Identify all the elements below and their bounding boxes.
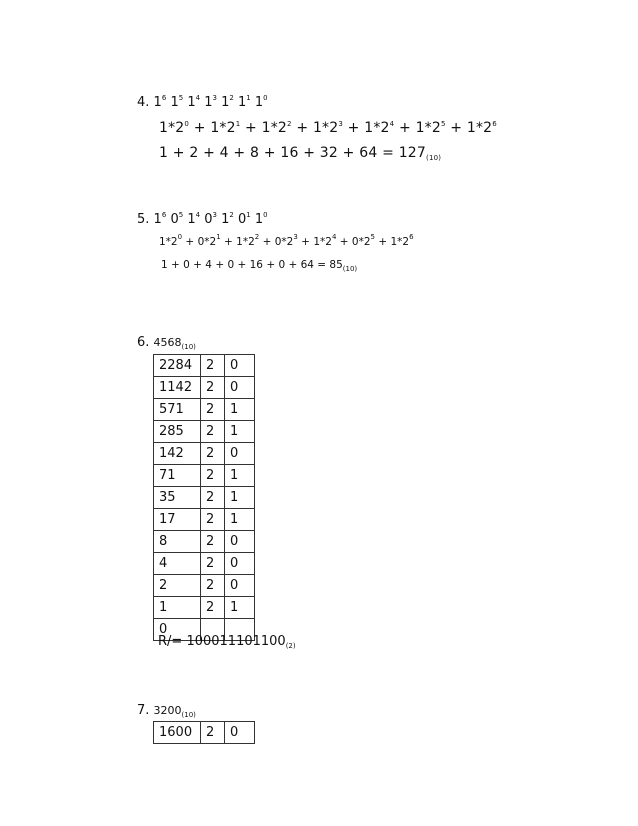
result-text: R/= 100011101100	[158, 634, 286, 649]
quotient-cell: 71	[154, 465, 201, 487]
problem-number: 4.	[137, 95, 150, 110]
term-exponent: 6	[492, 120, 497, 128]
term-exponent: 0	[184, 120, 190, 128]
term-exponent: 3	[338, 120, 344, 128]
bit-exponent: 0	[263, 94, 268, 102]
remainder-cell: 0	[225, 575, 255, 597]
table-row	[154, 553, 255, 575]
table-row	[154, 509, 255, 531]
remainder-cell: 1	[225, 597, 255, 619]
sum-text: 1 + 2 + 4 + 8 + 16 + 32 + 64 = 127	[159, 145, 427, 161]
remainder-cell: 1	[225, 465, 255, 487]
base-subscript: (2)	[285, 642, 296, 650]
term-coefficient: 1*2	[466, 120, 493, 136]
quotient-cell: 2284	[154, 355, 201, 377]
bit-exponent: 2	[229, 94, 234, 102]
divisor-cell: 2	[201, 553, 225, 575]
bit-digit: 1	[221, 212, 230, 227]
bit-exponent: 0	[263, 211, 268, 219]
term-coefficient: 0*2	[197, 236, 217, 248]
term-coefficient: 1*2	[159, 236, 178, 248]
bit-digit: 0	[204, 212, 213, 227]
divisor-cell: 2	[201, 722, 225, 744]
bit-digit: 1	[204, 95, 213, 110]
bit-digit: 1	[153, 95, 162, 110]
table-row	[154, 722, 255, 744]
bit-digit: 1	[170, 95, 179, 110]
bit-digit: 1	[238, 95, 247, 110]
remainder-cell: 1	[225, 399, 255, 421]
remainder-cell: 0	[225, 355, 255, 377]
term-coefficient: 1*2	[390, 236, 410, 248]
problem-number: 7.	[137, 703, 150, 718]
term-exponent: 2	[254, 233, 260, 241]
quotient-cell: 2	[154, 575, 201, 597]
divisor-cell: 2	[201, 597, 225, 619]
term-exponent: 4	[331, 233, 337, 241]
divisor-cell: 2	[201, 421, 225, 443]
term-exponent: 1	[216, 233, 221, 241]
table-row	[154, 465, 255, 487]
quotient-cell: 8	[154, 531, 201, 553]
term-coefficient: 0*2	[351, 236, 371, 248]
remainder-cell: 1	[225, 509, 255, 531]
bit-digit: 1	[187, 95, 196, 110]
term-coefficient: 1*2	[364, 120, 390, 136]
term-exponent: 4	[389, 120, 395, 128]
quotient-cell: 285	[154, 421, 201, 443]
divisor-cell: 2	[201, 465, 225, 487]
bit-positions	[154, 95, 268, 110]
divisor-cell: 2	[201, 377, 225, 399]
term-coefficient: 1*2	[313, 236, 332, 248]
problem-6-header	[137, 335, 196, 350]
sum-text: 1 + 0 + 4 + 0 + 16 + 0 + 64 = 85	[161, 259, 343, 271]
bit-digit: 0	[238, 212, 247, 227]
remainder-cell: 0	[225, 443, 255, 465]
problem-6-result	[158, 634, 296, 649]
bit-exponent: 3	[212, 211, 217, 219]
divisor-cell: 2	[201, 399, 225, 421]
bit-exponent: 1	[246, 211, 251, 219]
division-table	[153, 721, 255, 744]
bit-exponent: 6	[161, 211, 167, 219]
bit-exponent: 1	[246, 94, 251, 102]
remainder-cell: 1	[225, 487, 255, 509]
problem-5-sum	[161, 259, 357, 271]
decimal-value: 4568	[153, 336, 182, 349]
term-exponent: 5	[370, 233, 375, 241]
bit-digit: 1	[153, 212, 162, 227]
divisor-cell: 2	[201, 487, 225, 509]
table-row	[154, 399, 255, 421]
quotient-cell: 1600	[154, 722, 201, 744]
quotient-cell: 142	[154, 443, 201, 465]
problem-5-expansion: $1*2^0 + 0*2^1 + 1*2^2 + 0*2^3 + 1*2^4 + 0*2^5 + 1*2^6$	[159, 233, 414, 248]
divisor-cell: 2	[201, 575, 225, 597]
bit-exponent: 4	[195, 94, 201, 102]
table-row	[154, 355, 255, 377]
problem-7-header	[137, 703, 196, 718]
quotient-cell: 1142	[154, 377, 201, 399]
base-subscript: (10)	[426, 154, 442, 162]
base-subscript: (10)	[181, 343, 196, 351]
term-exponent: 6	[409, 233, 414, 241]
table-row	[154, 421, 255, 443]
term-exponent: 0	[177, 233, 183, 241]
term-coefficient: 1*2	[415, 120, 441, 136]
base-subscript: (10)	[342, 265, 358, 273]
divisor-cell: 2	[201, 355, 225, 377]
term-coefficient: 1*2	[210, 120, 236, 136]
problem-number: 6.	[137, 335, 150, 350]
term-coefficient: 1*2	[236, 236, 255, 248]
divisor-cell: 2	[201, 509, 225, 531]
bit-digit: 1	[254, 95, 264, 110]
remainder-cell: 0	[225, 377, 255, 399]
bit-digit: 1	[187, 212, 196, 227]
problem-number: 5.	[137, 212, 150, 227]
term-exponent: 1	[235, 120, 241, 128]
table-row	[154, 531, 255, 553]
decimal-value: 3200	[153, 704, 182, 717]
bit-digit: 1	[254, 212, 264, 227]
problem-4-expansion: $1*2^0 + 1*2^1 + 1*2^2 + 1*2^3 + 1*2^4 + 1*2^5 + 1*2^6$	[159, 120, 497, 136]
quotient-cell: 35	[154, 487, 201, 509]
table-row	[154, 377, 255, 399]
bit-exponent: 5	[178, 211, 184, 219]
remainder-cell: 0	[225, 553, 255, 575]
term-coefficient: 0*2	[274, 236, 294, 248]
quotient-cell: 571	[154, 399, 201, 421]
divisor-cell: 2	[201, 531, 225, 553]
bit-digit: 1	[221, 95, 230, 110]
bit-exponent: 6	[161, 94, 167, 102]
bit-exponent: 5	[178, 94, 184, 102]
problem-5-bits	[137, 212, 268, 227]
table-row	[154, 487, 255, 509]
remainder-cell: 0	[225, 531, 255, 553]
problem-4-bits	[137, 95, 268, 110]
quotient-cell: 17	[154, 509, 201, 531]
remainder-cell: 0	[225, 722, 255, 744]
division-table	[153, 354, 255, 641]
term-coefficient: 1*2	[261, 120, 288, 136]
term-exponent: 5	[440, 120, 446, 128]
bit-digit: 0	[170, 212, 179, 227]
term-coefficient: 1*2	[312, 120, 339, 136]
base-subscript: (10)	[181, 711, 196, 719]
quotient-cell: 4	[154, 553, 201, 575]
term-coefficient: 1*2	[159, 120, 185, 136]
quotient-cell: 1	[154, 597, 201, 619]
table-row	[154, 575, 255, 597]
bit-exponent: 3	[212, 94, 217, 102]
term-exponent: 2	[287, 120, 292, 128]
table-row	[154, 443, 255, 465]
remainder-cell: 1	[225, 421, 255, 443]
quotient-cell: 0	[154, 619, 201, 641]
problem-4-sum	[159, 145, 441, 161]
table-row	[154, 597, 255, 619]
bit-exponent: 2	[229, 211, 234, 219]
divisor-cell: 2	[201, 443, 225, 465]
bit-exponent: 4	[195, 211, 201, 219]
bit-positions	[154, 212, 268, 227]
term-exponent: 3	[293, 233, 298, 241]
